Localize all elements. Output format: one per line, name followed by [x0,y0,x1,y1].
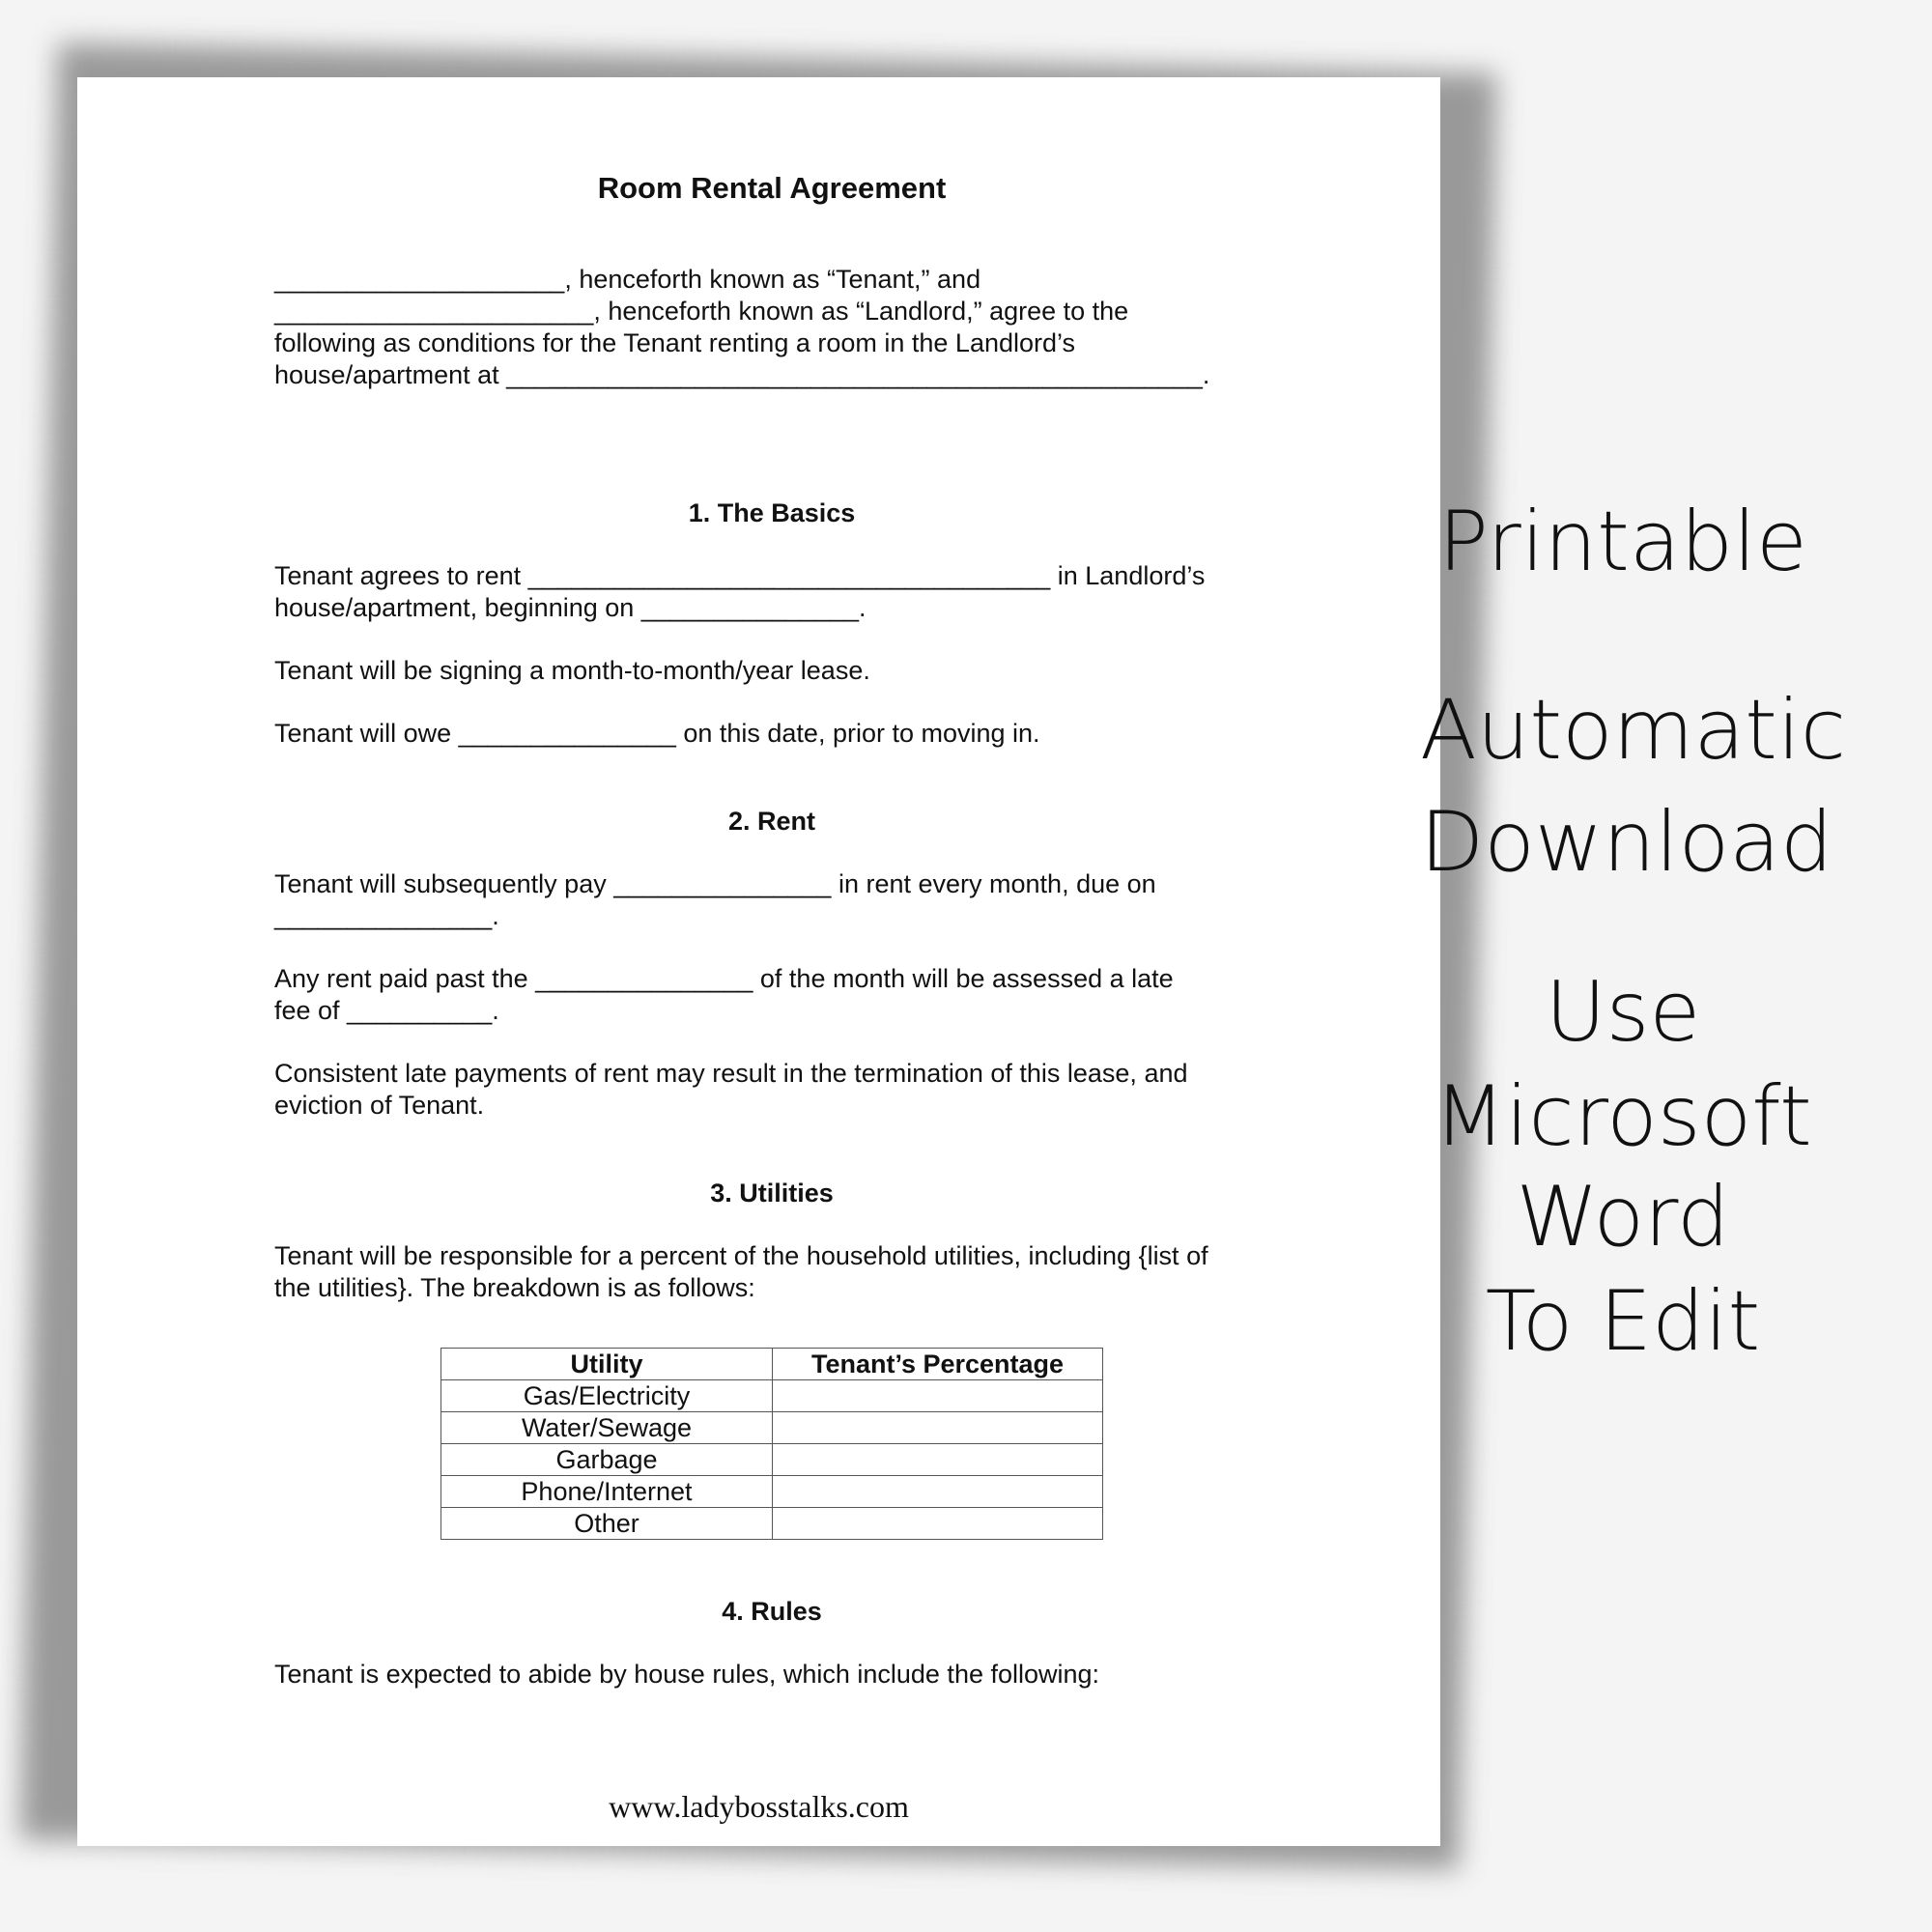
promo-microsoft: Microsoft [1434,1068,1812,1165]
section-heading-basics: 1. The Basics [688,498,856,527]
footer-website-url: www.ladybosstalks.com [609,1789,909,1824]
table-row [441,1508,1103,1540]
promo-printable: Printable [1438,494,1807,590]
promo-word: Word [1516,1169,1730,1265]
section-heading-rules: 4. Rules [722,1597,822,1626]
percentage-cell [773,1508,1103,1540]
percentage-column-header: Tenant’s Percentage [773,1349,1103,1380]
basics-paragraph-3: Tenant will owe _______________ on this date, prior to moving in. [274,719,1040,748]
utility-cell: Phone/Internet [441,1476,773,1508]
table-row [441,1444,1103,1476]
promo-download: Download [1420,794,1833,891]
rent-paragraph-2: Any rent paid past the _______________ of the month will be assessed a late fee of __________. [274,964,1174,1025]
promo-to-edit: To Edit [1485,1273,1761,1370]
rent-paragraph-3: Consistent late payments of rent may result in the termination of this lease, and eviction of Tenant. [274,1059,1188,1120]
promo-use: Use [1545,964,1701,1061]
intro-paragraph: ____________________, henceforth known as “Tenant,” and ______________________, henceforth known as “Landlord,” agree to the following as conditions for the Tenant renting a room in the Landlord’s house/apartment at ________________________________________________. [274,265,1210,389]
document-body [274,172,1269,1690]
utility-cell: Other [441,1508,773,1540]
table-row [441,1412,1103,1444]
document-title: Room Rental Agreement [597,171,947,205]
section-heading-utilities: 3. Utilities [710,1179,834,1208]
rules-paragraph-1: Tenant is expected to abide by house rules, which include the following: [274,1660,1100,1689]
utility-table-header-row [441,1349,1103,1380]
rent-paragraph-1: Tenant will subsequently pay _______________ in rent every month, due on _______________. [274,869,1156,930]
percentage-cell [773,1380,1103,1412]
percentage-cell [773,1444,1103,1476]
utility-cell: Garbage [441,1444,773,1476]
utility-table [440,1348,1103,1540]
table-row [441,1380,1103,1412]
document-page [77,77,1440,1846]
promo-automatic: Automatic [1420,682,1847,779]
utility-cell: Gas/Electricity [441,1380,773,1412]
basics-paragraph-2: Tenant will be signing a month-to-month/year lease. [274,656,870,685]
utility-column-header: Utility [441,1349,773,1380]
section-heading-rent: 2. Rent [727,807,816,836]
utility-cell: Water/Sewage [441,1412,773,1444]
percentage-cell [773,1412,1103,1444]
percentage-cell [773,1476,1103,1508]
table-row [441,1476,1103,1508]
utilities-paragraph-1: Tenant will be responsible for a percent of the household utilities, including {list of the utilities}. The breakdown is as follows: [274,1241,1208,1302]
basics-paragraph-1: Tenant agrees to rent ____________________________________ in Landlord’s house/apartment, beginning on _______________. [274,561,1206,622]
